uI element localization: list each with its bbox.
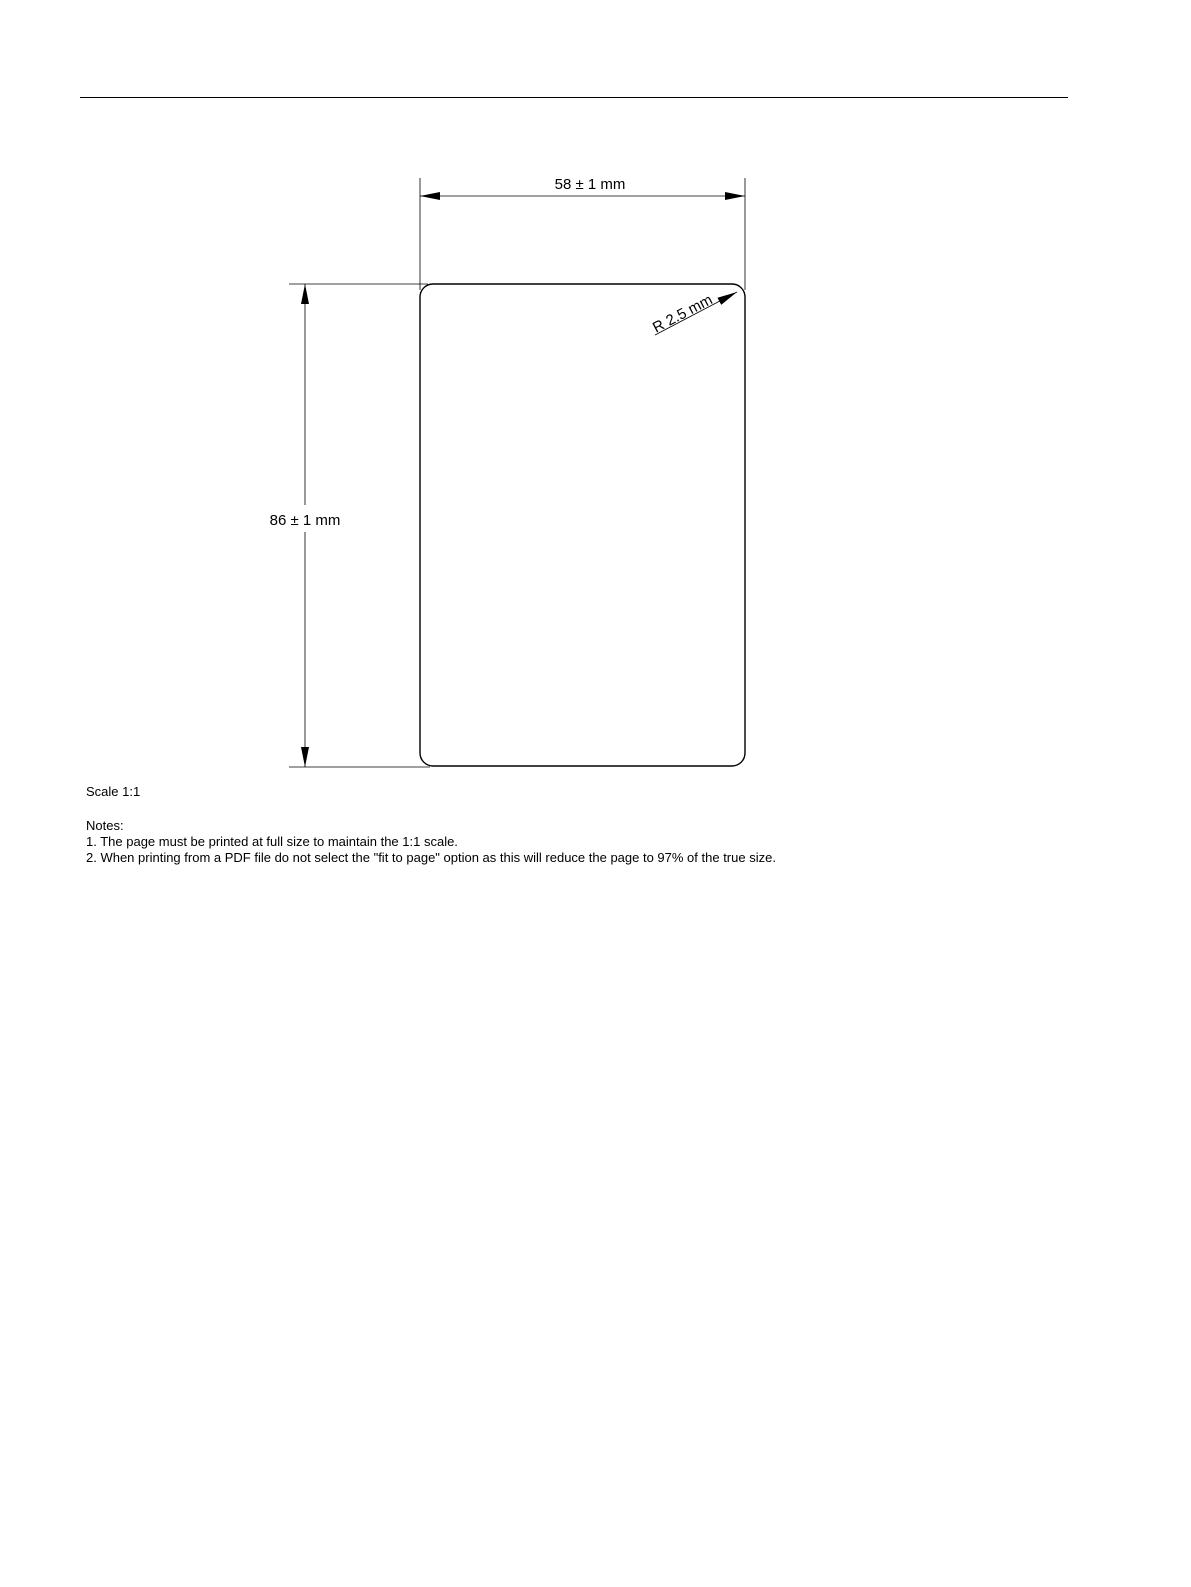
radius-label: R 2.5 mm [649, 291, 716, 337]
note-item: 2. When printing from a PDF file do not select the "fit to page" option as this will reduce the page to 97% of the true size. [86, 850, 776, 865]
width-dimension-label: 58 ± 1 mm [554, 176, 626, 193]
scale-label: Scale 1:1 [86, 784, 141, 799]
card-outline [420, 284, 745, 766]
notes-block [86, 818, 776, 866]
height-dimension-label: 86 ± 1 mm [269, 512, 341, 529]
notes-heading: Notes: [86, 818, 124, 833]
note-item: 1. The page must be printed at full size to maintain the 1:1 scale. [86, 834, 458, 849]
